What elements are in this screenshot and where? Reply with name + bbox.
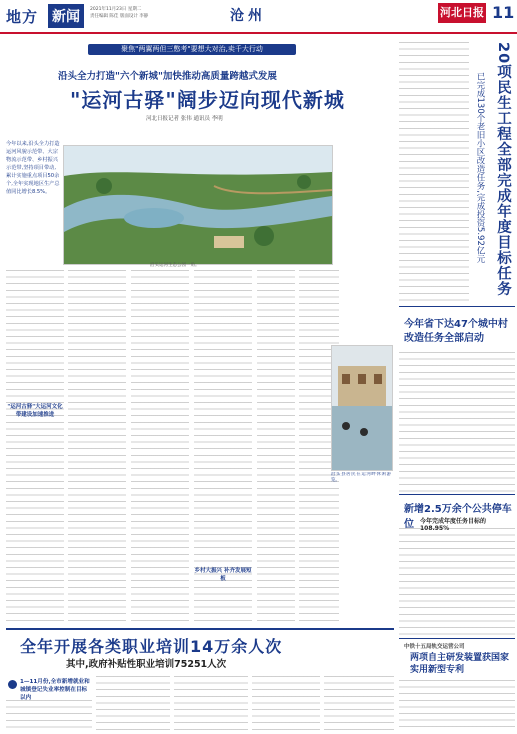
bottom-body-col-1	[6, 700, 92, 732]
lead-headline: "运河古驿"阔步迈向现代新城	[70, 88, 345, 112]
lead-photo-2-caption: 沿头县居民在运河畔休闲游览。	[331, 472, 391, 483]
right-mid-body	[399, 352, 515, 492]
bottom-body-col-5	[324, 676, 394, 732]
divider	[399, 306, 515, 307]
divider	[399, 494, 515, 495]
lead-photo-2	[331, 345, 393, 471]
bullet-icon	[8, 680, 17, 689]
lead-summary: 今年以来,沿头全力打造运河风貌示范带、大宗物流示范带、乡村振兴示范带,坚持项目带动,累计实施重点项目50余个,全年实现地区生产总值同比增长8.5%。	[6, 141, 60, 195]
divider	[399, 638, 515, 639]
divider	[6, 628, 394, 630]
lead-body-col-3	[131, 270, 189, 625]
bottom-body-col-3	[174, 676, 248, 732]
lead-body-col-2	[68, 270, 126, 625]
right-bottom-body	[399, 680, 515, 732]
edition-meta: 2021年11月23日 星期二 责任编辑 陈佳 版面设计 李静	[90, 7, 149, 19]
right-bottom-kicker: 中铁十五局轨交运营公司	[404, 644, 465, 650]
lead-photo	[63, 145, 333, 265]
right-mid-headline: 今年省下达47个城中村改造任务全部启动	[404, 319, 508, 344]
lead-section-heading-1: "运河古驿"大运河文化带建设加速推进	[7, 404, 63, 418]
lead-kicker: 沿头全力打造"六个新城"加快推动高质量跨越式发展	[58, 71, 277, 82]
lead-byline: 河北日报记者 张伟 通讯员 李明	[146, 116, 223, 122]
right-bottom-headline: 两项自主研发装置获国家实用新型专利	[410, 653, 510, 675]
right-top-body	[399, 42, 469, 304]
lead-body-col-1	[6, 270, 64, 625]
masthead-logo: 河北日报	[438, 3, 486, 23]
right-top-subhead: 已完成130个老旧小区改造任务,完成投资5.92亿元	[475, 72, 485, 263]
campaign-banner: 聚焦"两翼两但三憋考"要想大对治,卖千大行动	[88, 44, 296, 55]
page-number: 11	[492, 3, 515, 22]
lead-body-col-5	[257, 270, 295, 625]
section-label-highlight: 新闻	[48, 4, 84, 28]
right-lower-headline: 新增2.5万余个公共停车位	[404, 504, 512, 530]
bottom-subhead: 其中,政府补贴性职业培训75251人次	[66, 659, 227, 670]
bottom-side-title: 1—11月份,全市新增就业和城镇登记失业率控制在目标以内	[20, 679, 90, 701]
right-lower-subhead: 今年完成年度任务目标的108.95%	[420, 518, 487, 532]
city-name: 沧州	[230, 8, 266, 24]
right-lower-body	[399, 528, 515, 636]
bottom-body-col-2	[96, 676, 170, 732]
lead-photo-caption: 沿头运河生态公园一角。	[150, 263, 200, 268]
section-label: 地方	[6, 8, 39, 26]
right-top-headline: 20项民生工程全部完成年度目标任务	[495, 42, 511, 297]
bottom-body-col-4	[252, 676, 320, 732]
bottom-headline: 全年开展各类职业培训14万余人次	[20, 637, 283, 656]
lead-section-heading-2: 乡村大振兴 补齐发展短板	[194, 568, 252, 582]
